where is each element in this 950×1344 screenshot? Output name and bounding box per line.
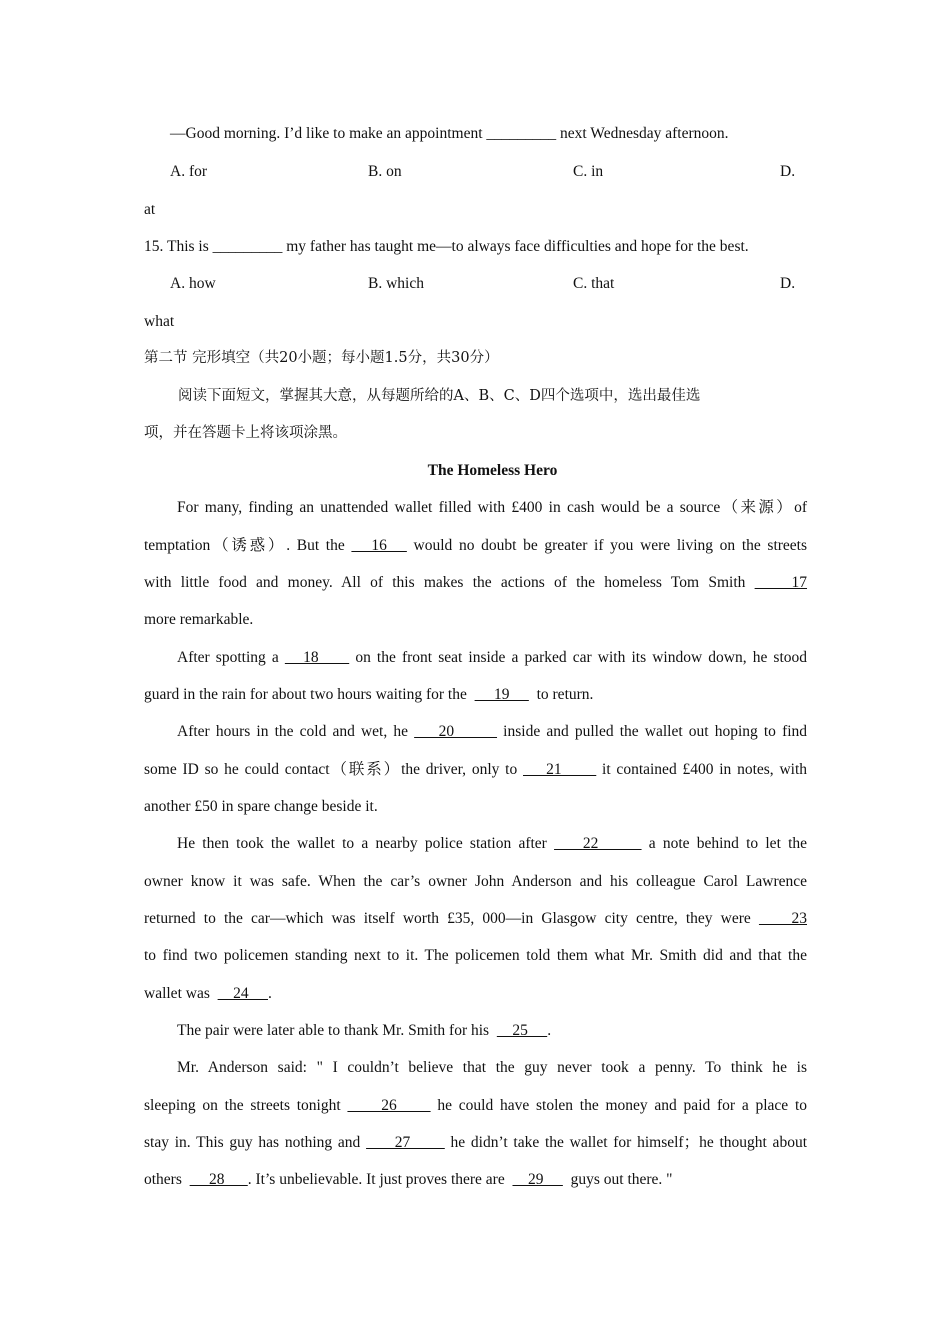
paragraph-6-line-3: stay in. This guy has nothing and 27 he didn’t take the wallet for himself；he thought about [144, 1134, 807, 1151]
blank-24: 24 [217, 985, 268, 1002]
paragraph-6-line-1: Mr. Anderson said: " I couldn’t believe that the guy never took a penny. To think he is [177, 1059, 807, 1076]
paragraph-4-line-4: to find two policemen standing next to it. The policemen told them what Mr. Smith did and that the [144, 947, 807, 964]
blank-25: 25 [496, 1022, 548, 1039]
paragraph-1-line-2: temptation（诱惑）. But the 16 would no doubt be greater if you were living on the streets [144, 537, 808, 554]
paragraph-4-line-3: returned to the car—which was itself worth £35, 000—in Glasgow city centre, they were 23 [144, 910, 807, 927]
q14-option-a: A. for [170, 163, 208, 180]
q14-option-d-text: at [144, 201, 156, 218]
section-instruction: 阅读下面短文，掌握其大意，从每题所给的A、B、C、D四个选项中，选出最佳选 [178, 388, 701, 404]
paragraph-3-line-3: another £50 in spare change beside it. [144, 798, 378, 815]
section-heading: 第二节 完形填空（共20小题；每小题1.5分，共30分） [144, 350, 499, 366]
blank-27: 27 [366, 1134, 445, 1151]
blank-28: 28 [189, 1171, 248, 1188]
q14-option-c: C. in [573, 163, 604, 180]
q15-stem: 15. This is _________ my father has taught me—to always face difficulties and hope for the best. [144, 238, 749, 255]
q15-option-d: D. [780, 275, 796, 292]
blank-29: 29 [512, 1171, 563, 1188]
blank-21: 21 [523, 761, 597, 778]
q15-option-d-text: what [144, 313, 175, 330]
paragraph-1-line-4: more remarkable. [144, 611, 254, 628]
paragraph-3-line-1: After hours in the cold and wet, he 20 inside and pulled the wallet out hoping to find [177, 723, 808, 740]
paragraph-1-line-3: with little food and money. All of this makes the actions of the homeless Tom Smith 17 [144, 574, 808, 591]
paragraph-4-line-2: owner know it was safe. When the car’s owner John Anderson and his colleague Carol Lawrence [144, 873, 807, 890]
q14-option-d: D. [780, 163, 796, 180]
blank-26: 26 [347, 1097, 431, 1114]
paragraph-2-line-1: After spotting a 18 on the front seat inside a parked car with its window down, he stood [177, 649, 808, 666]
blank-18: 18 [284, 649, 350, 666]
blank-19: 19 [474, 686, 529, 703]
q14-stem: —Good morning. I’d like to make an appointment _________ next Wednesday afternoon. [170, 125, 729, 142]
blank-16: 16 [351, 537, 407, 554]
blank-22: 22 [554, 835, 642, 852]
paragraph-6-line-4: others 28 . It’s unbelievable. It just proves there are 29 guys out there. " [144, 1171, 673, 1188]
passage-title: The Homeless Hero [427, 462, 558, 479]
q15-option-b: B. which [368, 275, 424, 292]
paragraph-1-line-1: For many, finding an unattended wallet filled with £400 in cash would be a source（来源）of [177, 499, 807, 516]
paragraph-6-line-2: sleeping on the streets tonight 26 he could have stolen the money and paid for a place to [144, 1097, 808, 1114]
paragraph-5: The pair were later able to thank Mr. Smith for his 25 . [177, 1022, 552, 1039]
q14-option-b: B. on [368, 163, 402, 180]
blank-23: 23 [758, 910, 807, 927]
blank-17: 17 [754, 574, 808, 591]
section-instruction-cont: 项，并在答题卡上将该项涂黑。 [144, 425, 347, 441]
paragraph-4-line-1: He then took the wallet to a nearby police station after 22 a note behind to let the [177, 835, 808, 852]
paragraph-2-line-2: guard in the rain for about two hours waiting for the 19 to return. [144, 686, 594, 703]
blank-20: 20 [414, 723, 498, 740]
paragraph-3-line-2: some ID so he could contact（联系）the driver, only to 21 it contained £400 in notes, with [144, 761, 808, 778]
q15-option-c: C. that [573, 275, 615, 292]
paragraph-4-line-5: wallet was 24 . [144, 985, 272, 1002]
q15-option-a: A. how [170, 275, 216, 292]
